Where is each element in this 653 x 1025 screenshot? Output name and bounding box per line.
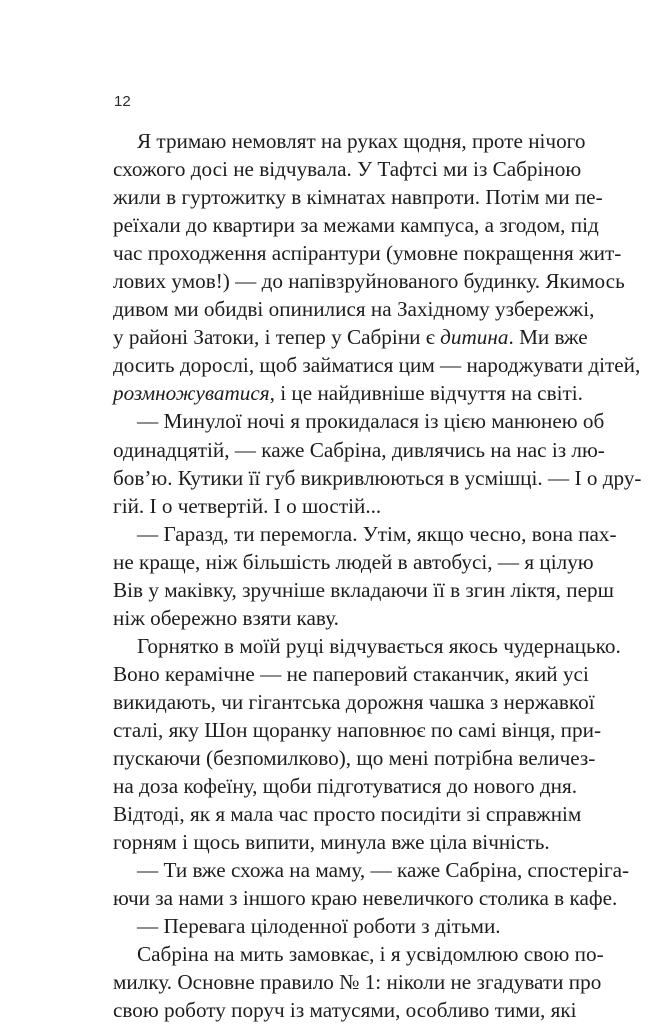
text-line: — Гаразд, ти перемогла. Утім, якщо чесно, вона пах- bbox=[137, 521, 617, 546]
text-line: викидають, чи гігантська дорожня чашка з нержавкої bbox=[113, 689, 595, 714]
text-line bbox=[113, 379, 583, 407]
text-line: Воно керамічне — не паперовий стаканчик, який усі bbox=[113, 661, 589, 686]
text-line: Відтоді, як я мала час просто посидіти зі справжнім bbox=[113, 802, 582, 827]
text-line: Я тримаю немовлят на руках щодня, проте нічого bbox=[137, 129, 586, 153]
italic-emphasis: розмножуватися bbox=[113, 381, 270, 406]
page-number: 12 bbox=[114, 93, 131, 110]
text-line: схожого досі не відчувала. У Тафтсі ми із Сабріною bbox=[113, 157, 582, 182]
text-line: горням і щось випити, минула вже ціла вічність. bbox=[113, 830, 550, 855]
text-line: реїхали до квартири за межами кампуса, а згодом, під bbox=[113, 213, 599, 238]
text-line: — Минулої ночі я прокидалася із цією манюнею об bbox=[137, 409, 605, 434]
text-segment: у районі Затоки, і тепер у Сабріни є bbox=[113, 325, 441, 350]
text-line: лових умов!) — до напівзруйнованого будинку. Якимось bbox=[113, 269, 625, 294]
text-line: — Ти вже схожа на маму, — каже Сабріна, спостеріга- bbox=[137, 858, 630, 883]
text-line: гій. І о четвертій. І о шостій... bbox=[113, 493, 382, 518]
text-line: ючи за нами з іншого краю невеличкого столика в кафе. bbox=[113, 886, 618, 911]
text-segment: , і це найдивніше відчуття на світі. bbox=[269, 381, 583, 406]
text-line: бов’ю. Кутики її губ викривлюються в усмішці. — І о дру- bbox=[113, 465, 642, 490]
text-line: досить дорослі, щоб займатися цим — народжувати дітей, bbox=[113, 353, 641, 378]
text-line: Горнятко в моїй руці відчувається якось чудернацько. bbox=[137, 633, 621, 658]
text-line: сталі, яку Шон щоранку наповнює по самі вінця, при- bbox=[113, 717, 602, 742]
text-line: пускаючи (безпомилково), що мені потрібна величез- bbox=[113, 746, 596, 771]
body-text bbox=[113, 127, 642, 1025]
text-line: ніж обережно взяти каву. bbox=[113, 605, 339, 630]
text-line bbox=[113, 323, 588, 351]
text-line: свою роботу поруч із матусями, особливо тими, які bbox=[113, 998, 577, 1023]
text-line: Вів у маківку, зручніше вкладаючи її в згин ліктя, перш bbox=[113, 577, 614, 602]
text-line: час проходження аспірантури (умовне покращення жит- bbox=[113, 241, 622, 266]
text-line: дивом ми обидві опинилися на Західному узбережжі, bbox=[113, 297, 595, 322]
text-line: милку. Основне правило № 1: ніколи не згадувати про bbox=[113, 970, 602, 995]
text-segment: . Ми вже bbox=[508, 325, 588, 350]
italic-emphasis: дитина bbox=[440, 325, 509, 350]
text-line: не краще, ніж більшість людей в автобусі, — я цілую bbox=[113, 549, 594, 574]
text-line: жили в гуртожитку в кімнатах навпроти. Потім ми пе- bbox=[113, 185, 603, 210]
text-line: — Перевага цілоденної роботи з дітьми. bbox=[137, 914, 501, 939]
text-line: Сабріна на мить замовкає, і я усвідомлюю свою по- bbox=[137, 942, 604, 967]
text-line: одинадцятій, — каже Сабріна, дивлячись на нас із лю- bbox=[113, 437, 605, 462]
text-line: на доза кофеїну, щоби підготуватися до нового дня. bbox=[113, 774, 577, 799]
